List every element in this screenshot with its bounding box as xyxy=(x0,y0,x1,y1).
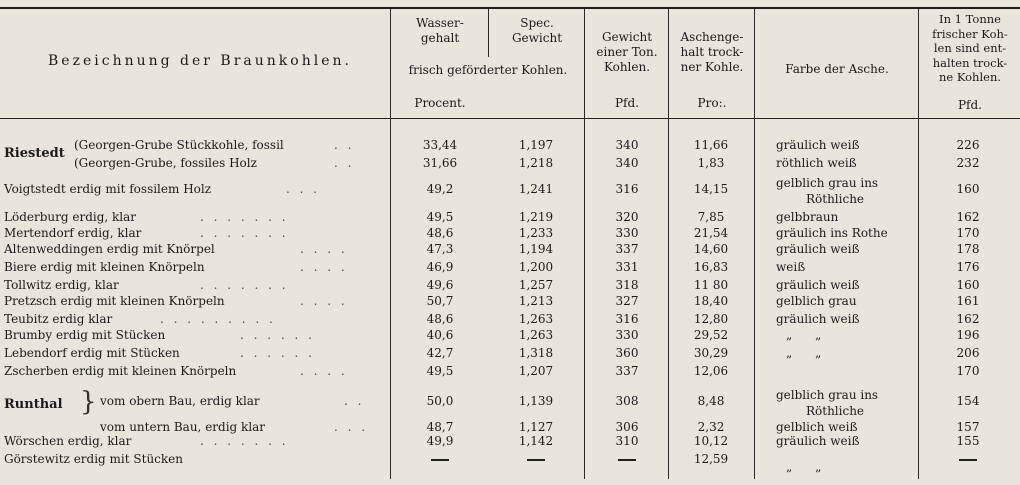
row-name: Pretzsch erdig mit kleinen Knörpeln xyxy=(4,294,225,308)
row-name: Löderburg erdig, klar xyxy=(4,210,137,224)
cell-farbe: „ „ xyxy=(786,328,822,342)
cell-wasser: 40,6 xyxy=(426,328,454,342)
column-divider xyxy=(488,9,489,57)
header-wasser: Wasser- gehalt xyxy=(416,16,464,45)
cell-wasser: 49,2 xyxy=(426,182,454,196)
cell-tonne: 157 xyxy=(956,420,980,434)
cell-asche: 12,59 xyxy=(693,452,729,466)
cell-asche: 29,52 xyxy=(693,328,729,342)
cell-gewicht: 331 xyxy=(615,260,639,274)
brace: } xyxy=(80,387,97,417)
cell-gewicht: 330 xyxy=(615,226,639,240)
group-label-riestedt: Riestedt xyxy=(4,146,65,161)
cell-wasser: 49,9 xyxy=(426,434,454,448)
cell-gewicht: 308 xyxy=(615,394,639,408)
table-row xyxy=(0,292,1020,310)
table-row xyxy=(0,326,1020,344)
cell-asche: 14,15 xyxy=(693,182,729,196)
row-name: (Georgen-Grube Stückkohle, fossil xyxy=(74,138,284,152)
row-name: Zscherben erdig mit kleinen Knörpeln xyxy=(4,364,237,378)
table-row xyxy=(0,240,1020,258)
cell-farbe: weiß xyxy=(776,260,806,274)
table-row xyxy=(0,136,1020,154)
cell-gewicht: 318 xyxy=(615,278,639,292)
cell-gewicht: 360 xyxy=(615,346,639,360)
cell-spec: 1,197 xyxy=(518,138,554,152)
cell-spec: 1,263 xyxy=(518,328,554,342)
cell-farbe: „ „ xyxy=(786,346,822,360)
cell-spec: 1,142 xyxy=(518,434,554,448)
table-row xyxy=(0,154,1020,172)
row-name: Görstewitz erdig mit Stücken xyxy=(4,452,183,466)
leader-dots: . . . . . . . xyxy=(200,210,289,224)
leader-dots: . . . . xyxy=(300,294,348,308)
cell-wasser: 42,7 xyxy=(426,346,454,360)
row-name: vom obern Bau, erdig klar xyxy=(100,394,260,408)
cell-gewicht: 340 xyxy=(615,156,639,170)
cell-spec: 1,241 xyxy=(518,182,554,196)
cell-asche: 11 80 xyxy=(693,278,729,292)
cell-tonne: 155 xyxy=(956,434,980,448)
cell-farbe: gräulich weiß xyxy=(776,434,860,448)
cell-farbe: gelblich grau xyxy=(776,294,857,308)
cell-farbe: gräulich weiß xyxy=(776,312,860,326)
header-span-bottom: frisch geförderter Kohlen. xyxy=(408,63,568,77)
leader-dots: . . . xyxy=(334,420,369,434)
cell-asche: 1,83 xyxy=(697,156,725,170)
cell-asche: 11,66 xyxy=(693,138,729,152)
cell-tonne: 161 xyxy=(956,294,980,308)
cell-farbe-cont: Röthliche xyxy=(806,404,865,418)
leader-dots: . . xyxy=(334,138,355,152)
cell-asche: 12,06 xyxy=(693,364,729,378)
table-row xyxy=(0,388,1020,418)
table-row xyxy=(0,362,1020,380)
cell-tonne: 154 xyxy=(956,394,980,408)
header-wasser-unit: Procent. xyxy=(414,96,466,110)
row-name: Altenweddingen erdig mit Knörpel xyxy=(4,242,215,256)
header-asche: Aschenge- halt trock- ner Kohle. xyxy=(680,30,744,74)
cell-tonne: 206 xyxy=(956,346,980,360)
cell-tonne: 162 xyxy=(956,312,980,326)
leader-dots: . . . . . . . . . xyxy=(160,312,276,326)
cell-farbe: gelblich grau ins xyxy=(776,176,879,190)
cell-gewicht: 337 xyxy=(615,364,639,378)
cell-asche: 10,12 xyxy=(693,434,729,448)
cell-gewicht: 320 xyxy=(615,210,639,224)
cell-tonne: 162 xyxy=(956,210,980,224)
leader-dots: . . . . . . . xyxy=(200,434,289,448)
cell-gewicht: 330 xyxy=(615,328,639,342)
leader-dots: . . . . . . . xyxy=(200,226,289,240)
cell-spec: 1,233 xyxy=(518,226,554,240)
leader-dots: . . . . xyxy=(300,242,348,256)
table-row xyxy=(0,450,1020,474)
row-name: Tollwitz erdig, klar xyxy=(4,278,119,292)
cell-wasser: 50,0 xyxy=(426,394,454,408)
cell-farbe: gelblich weiß xyxy=(776,420,858,434)
cell-wasser: 48,6 xyxy=(426,312,454,326)
cell-tonne: 170 xyxy=(956,364,980,378)
table-row xyxy=(0,258,1020,276)
header-tonne: In 1 Tonne frischer Koh- len sind ent- halten trock- ne Kohlen. xyxy=(932,12,1008,84)
cell-wasser: 50,7 xyxy=(426,294,454,308)
cell-tonne: 178 xyxy=(956,242,980,256)
cell-spec: 1,207 xyxy=(518,364,554,378)
leader-dots: . . . xyxy=(286,182,321,196)
cell-gewicht: 310 xyxy=(615,434,639,448)
row-name: (Georgen-Grube, fossiles Holz xyxy=(74,156,257,170)
cell-asche: 2,32 xyxy=(697,420,725,434)
cell-farbe: „ „ xyxy=(786,460,822,474)
cell-spec: 1,194 xyxy=(518,242,554,256)
leader-dots: . . . . xyxy=(300,260,348,274)
cell-spec-empty xyxy=(488,450,584,468)
header-gewicht-unit: Pfd. xyxy=(614,96,639,110)
table-row xyxy=(0,176,1020,206)
cell-farbe: gräulich weiß xyxy=(776,278,860,292)
cell-tonne: 226 xyxy=(956,138,980,152)
cell-spec: 1,213 xyxy=(518,294,554,308)
cell-wasser: 48,7 xyxy=(426,420,454,434)
leader-dots: . . . . xyxy=(300,364,348,378)
cell-spec: 1,200 xyxy=(518,260,554,274)
header-asche-unit: Pro:. xyxy=(697,96,727,110)
cell-farbe: gelblich grau ins xyxy=(776,388,879,402)
cell-wasser-empty xyxy=(392,450,488,468)
cell-wasser: 48,6 xyxy=(426,226,454,240)
row-name: Brumby erdig mit Stücken xyxy=(4,328,166,342)
cell-gewicht: 316 xyxy=(615,182,639,196)
leader-dots: . . . . . . xyxy=(240,346,315,360)
cell-wasser: 46,9 xyxy=(426,260,454,274)
cell-tonne: 160 xyxy=(956,182,980,196)
cell-spec: 1,318 xyxy=(518,346,554,360)
cell-spec: 1,218 xyxy=(518,156,554,170)
row-name: Teubitz erdig klar xyxy=(4,312,113,326)
leader-dots: . . xyxy=(344,394,365,408)
cell-tonne: 170 xyxy=(956,226,980,240)
cell-spec: 1,219 xyxy=(518,210,554,224)
row-name: Voigtstedt erdig mit fossilem Holz xyxy=(4,182,212,196)
header-tonne-unit: Pfd. xyxy=(957,98,982,112)
row-name: vom untern Bau, erdig klar xyxy=(100,420,266,434)
cell-gewicht: 340 xyxy=(615,138,639,152)
header-spec: Spec. Gewicht xyxy=(511,16,563,45)
cell-spec: 1,263 xyxy=(518,312,554,326)
cell-asche: 18,40 xyxy=(693,294,729,308)
cell-asche: 30,29 xyxy=(693,346,729,360)
cell-farbe: röthlich weiß xyxy=(776,156,857,170)
leader-dots: . . . . . . . xyxy=(200,278,289,292)
cell-spec: 1,257 xyxy=(518,278,554,292)
cell-farbe-cont: Röthliche xyxy=(806,192,865,206)
cell-wasser: 47,3 xyxy=(426,242,454,256)
header-rule xyxy=(0,118,1020,119)
cell-farbe: gräulich weiß xyxy=(776,138,860,152)
cell-spec: 1,139 xyxy=(518,394,554,408)
cell-gewicht-empty xyxy=(586,450,668,468)
leader-dots: . . xyxy=(334,156,355,170)
group-label-runthal: Runthal xyxy=(4,397,63,412)
header-gewicht: Gewicht einer Ton. Kohlen. xyxy=(596,30,658,74)
table-row xyxy=(0,432,1020,450)
row-name: Lebendorf erdig mit Stücken xyxy=(4,346,180,360)
header-name: Bezeichnung der Braunkohlen. xyxy=(48,53,352,69)
row-name: Biere erdig mit kleinen Knörpeln xyxy=(4,260,205,274)
cell-wasser: 31,66 xyxy=(422,156,458,170)
cell-gewicht: 327 xyxy=(615,294,639,308)
cell-wasser: 49,5 xyxy=(426,210,454,224)
header-farbe: Farbe der Asche. xyxy=(785,62,889,76)
row-name: Mertendorf erdig, klar xyxy=(4,226,142,240)
cell-asche: 21,54 xyxy=(693,226,729,240)
cell-asche: 14,60 xyxy=(693,242,729,256)
leader-dots: . . . . . . xyxy=(240,328,315,342)
top-rule xyxy=(0,7,1020,9)
cell-farbe: gräulich ins Rothe xyxy=(776,226,888,240)
table-row xyxy=(0,344,1020,362)
cell-tonne: 232 xyxy=(956,156,980,170)
cell-tonne: 160 xyxy=(956,278,980,292)
cell-tonne-empty xyxy=(922,450,1014,468)
cell-farbe: gräulich weiß xyxy=(776,242,860,256)
cell-gewicht: 306 xyxy=(615,420,639,434)
cell-asche: 7,85 xyxy=(697,210,725,224)
cell-wasser: 49,6 xyxy=(426,278,454,292)
cell-asche: 8,48 xyxy=(697,394,725,408)
cell-wasser: 33,44 xyxy=(422,138,458,152)
row-name: Wörschen erdig, klar xyxy=(4,434,132,448)
cell-farbe: gelbbraun xyxy=(776,210,839,224)
cell-gewicht: 337 xyxy=(615,242,639,256)
cell-spec: 1,127 xyxy=(518,420,554,434)
cell-tonne: 176 xyxy=(956,260,980,274)
cell-asche: 16,83 xyxy=(693,260,729,274)
cell-gewicht: 316 xyxy=(615,312,639,326)
cell-wasser: 49,5 xyxy=(426,364,454,378)
cell-asche: 12,80 xyxy=(693,312,729,326)
cell-tonne: 196 xyxy=(956,328,980,342)
